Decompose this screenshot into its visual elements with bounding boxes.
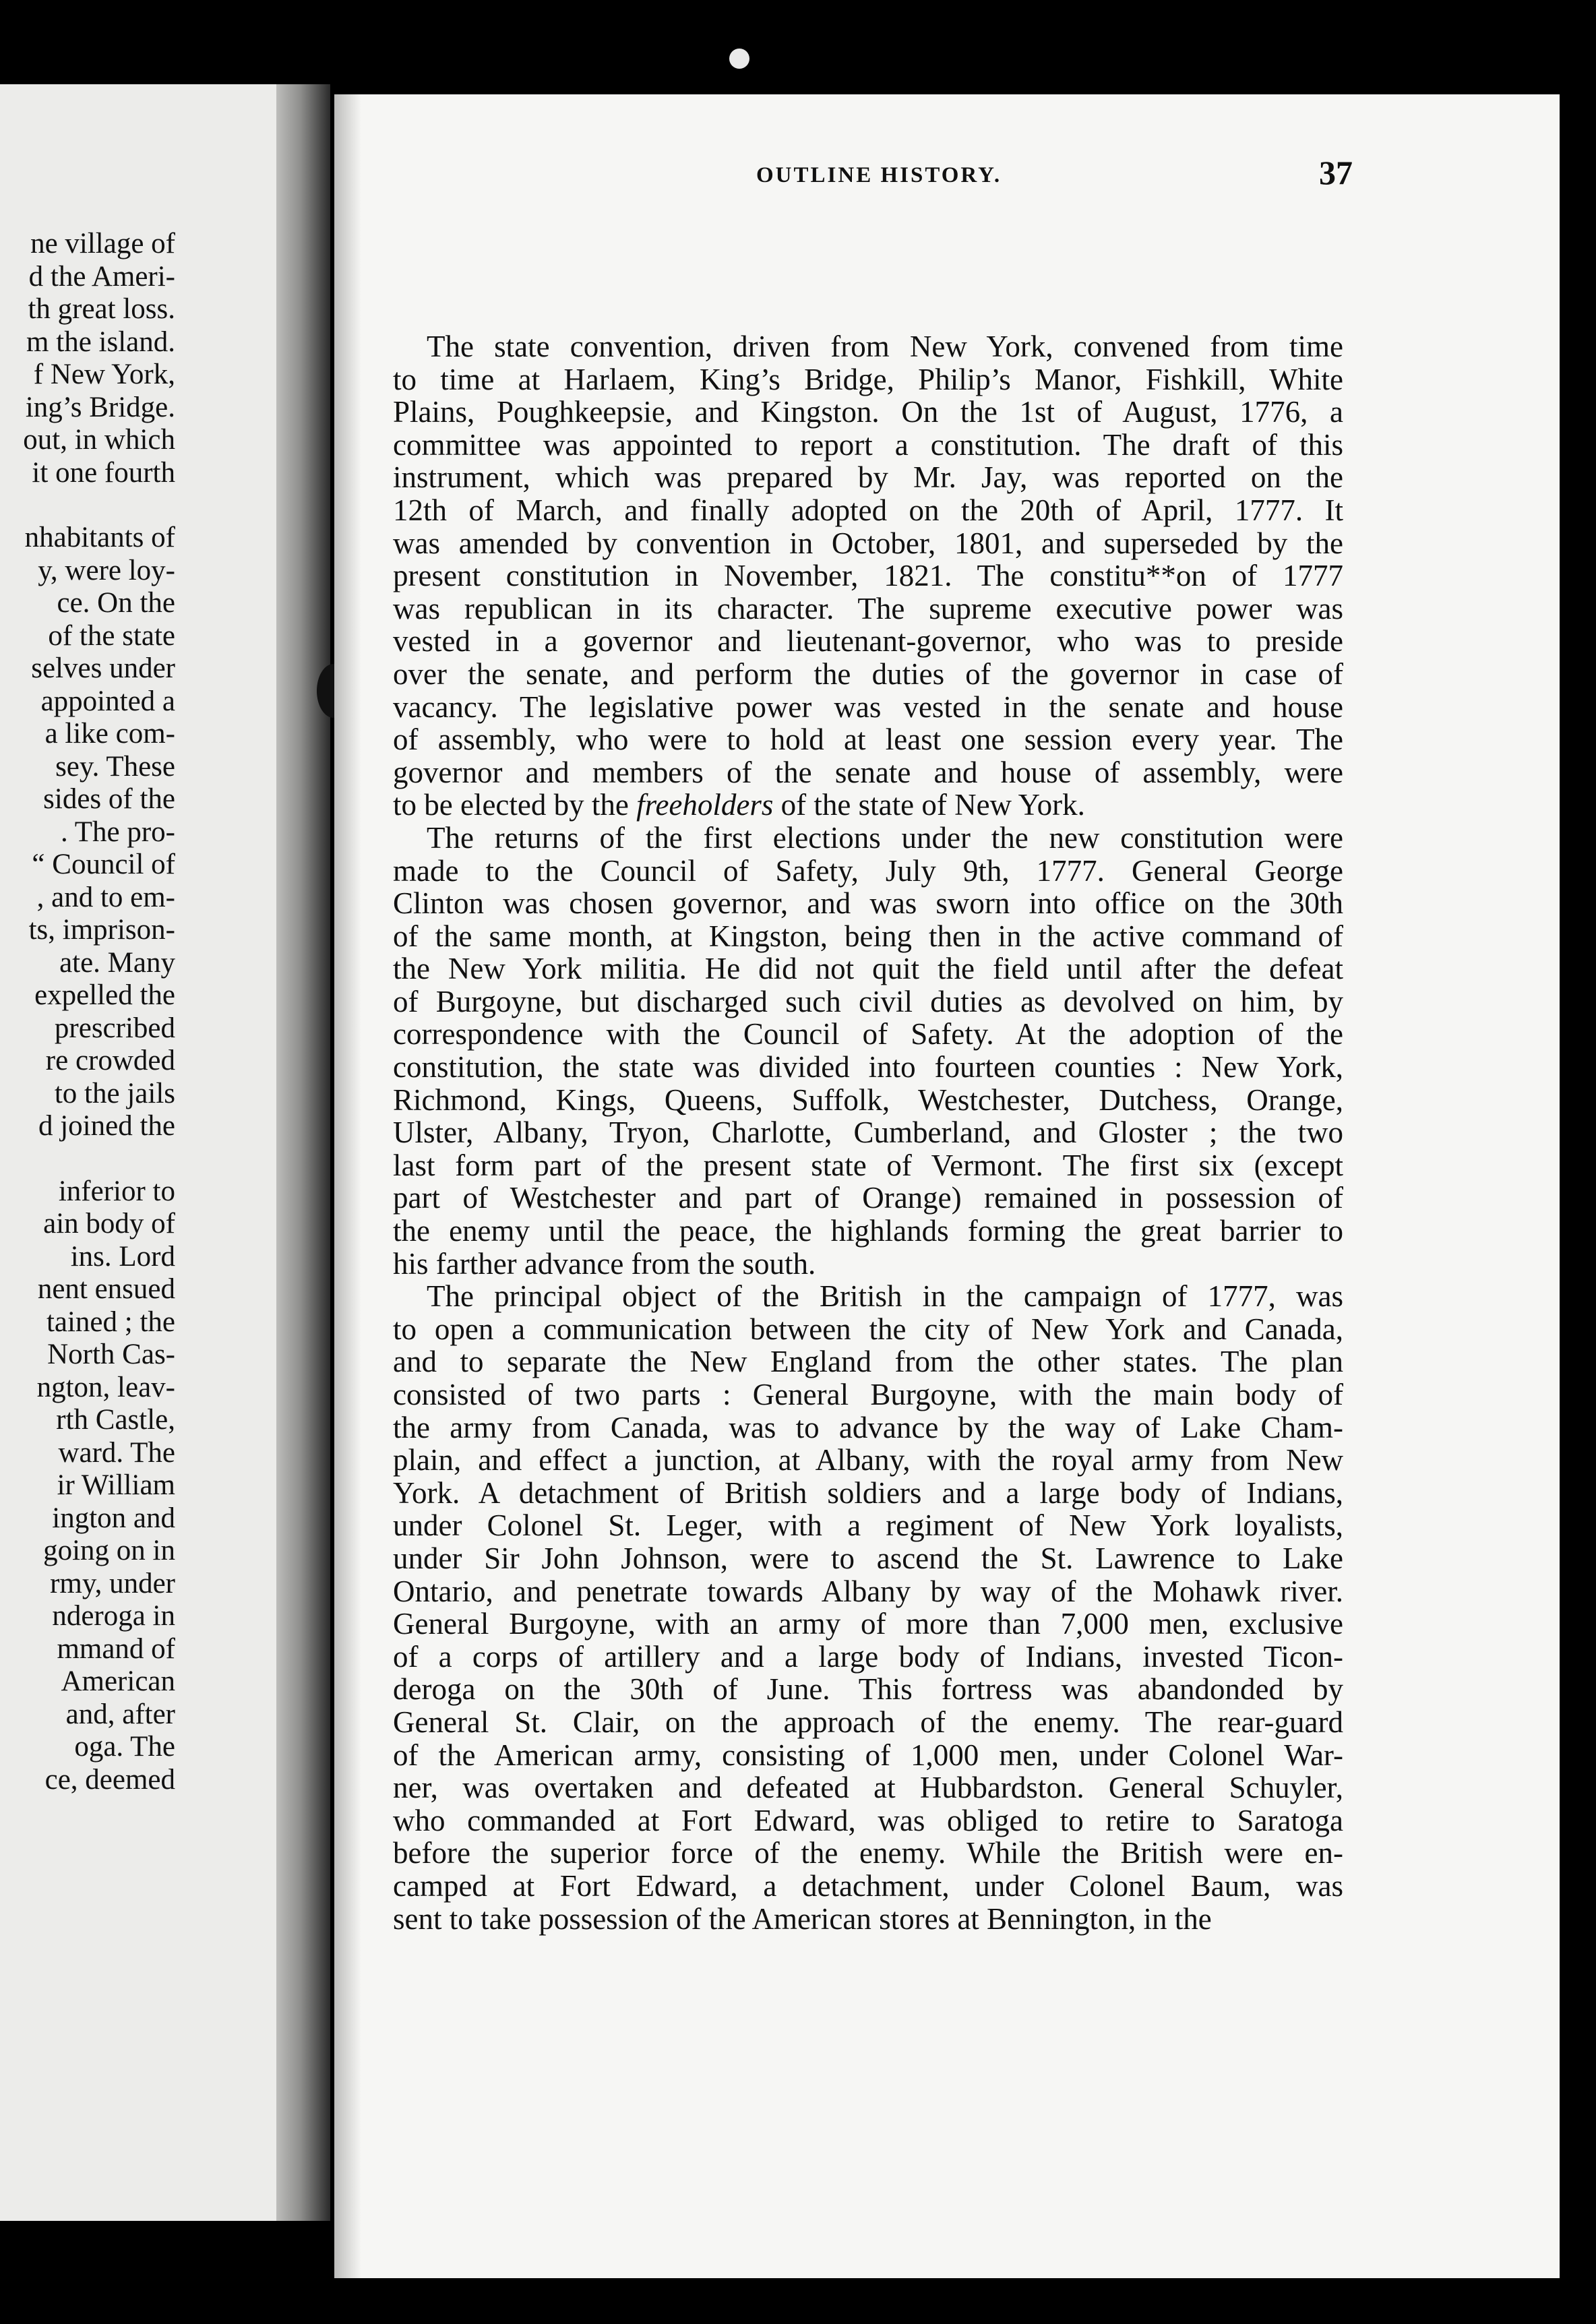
facing-page-line: mmand of bbox=[57, 1632, 175, 1665]
facing-page-line: sey. These bbox=[55, 750, 175, 783]
text-line: plain, and effect a junction, at Albany, with the royal army from New bbox=[393, 1443, 1343, 1477]
text-line: before the superior force of the enemy. While the British were en- bbox=[393, 1836, 1343, 1870]
facing-page-line: re crowded bbox=[45, 1045, 175, 1076]
facing-page-line: to the jails bbox=[54, 1077, 175, 1109]
facing-page-line: sides of the bbox=[43, 783, 175, 815]
facing-page-line: nderoga in bbox=[52, 1600, 175, 1632]
facing-page-line: North Cas- bbox=[47, 1339, 175, 1370]
text-line: The state convention, driven from New York, convened from time bbox=[427, 330, 1343, 363]
facing-page-line: d joined the bbox=[38, 1110, 175, 1142]
text-line: General St. Clair, on the approach of the enemy. The rear-guard bbox=[393, 1705, 1343, 1739]
text-line: to time at Harlaem, King’s Bridge, Philip’s Manor, Fishkill, White bbox=[393, 362, 1343, 396]
facing-page-line: oga. The bbox=[74, 1731, 175, 1763]
facing-page-line: ne village of bbox=[30, 228, 175, 259]
facing-page-line: ce. On the bbox=[57, 587, 175, 619]
facing-page-line: nhabitants of bbox=[24, 522, 175, 553]
facing-page-line: y, were loy- bbox=[38, 554, 175, 586]
facing-page-line: ins. Lord bbox=[70, 1240, 175, 1273]
text-line: to open a communication between the city of New York and Canada, bbox=[393, 1312, 1343, 1346]
text-line: under Colonel St. Leger, with a regiment of New York loyalists, bbox=[393, 1508, 1343, 1543]
facing-page-line: American bbox=[61, 1665, 175, 1697]
facing-page-line: ington and bbox=[52, 1502, 175, 1534]
text-line: Clinton was chosen governor, and was sworn into office on the 30th bbox=[393, 886, 1343, 921]
facing-page-line bbox=[0, 1143, 276, 1175]
facing-page-line: m the island. bbox=[26, 326, 175, 358]
facing-page-line: th great loss. bbox=[28, 293, 175, 325]
facing-page-line: inferior to bbox=[58, 1175, 175, 1207]
text-line: last form part of the present state of Vermont. The first six (except bbox=[393, 1148, 1343, 1182]
facing-page-line: and, after bbox=[65, 1698, 175, 1730]
facing-page-line: , and to em- bbox=[36, 881, 175, 913]
facing-page-line: rmy, under bbox=[50, 1567, 175, 1599]
text-line: instrument, which was prepared by Mr. Jay, was reported on the bbox=[393, 460, 1343, 495]
text-line: The principal object of the British in the campaign of 1777, was bbox=[427, 1279, 1343, 1314]
facing-page-line: ir William bbox=[57, 1469, 175, 1501]
text-line: over the senate, and perform the duties of the governor in case of bbox=[393, 656, 1343, 691]
text-line: Ontario, and penetrate towards Albany by way of the Mohawk river. bbox=[393, 1574, 1343, 1608]
top-ornament bbox=[729, 49, 749, 69]
facing-page-line: a like com- bbox=[44, 718, 175, 750]
text-line: governor and members of the senate and house of assembly, were bbox=[393, 755, 1343, 789]
facing-page-text bbox=[0, 228, 276, 1796]
facing-page-line: ain body of bbox=[43, 1208, 175, 1240]
text-line: made to the Council of Safety, July 9th, 1777. General George bbox=[393, 853, 1343, 888]
text-line: committee was appointed to report a constitution. The draft of this bbox=[393, 427, 1343, 462]
text-line: the army from Canada, was to advance by the way of Lake Cham- bbox=[393, 1410, 1343, 1444]
page-number: 37 bbox=[1319, 154, 1353, 191]
text-line: of Burgoyne, but discharged such civil duties as devolved on him, by bbox=[393, 984, 1343, 1018]
facing-page-line: “ Council of bbox=[32, 849, 175, 880]
facing-page-line: ngton, leav- bbox=[36, 1371, 175, 1403]
text-line: of the same month, at Kingston, being then in the active command of bbox=[393, 919, 1343, 953]
text-line: The returns of the first elections under the new constitution were bbox=[427, 820, 1343, 855]
running-head-title: OUTLINE HISTORY. bbox=[756, 163, 1002, 187]
facing-page-line bbox=[0, 489, 276, 522]
text-line: camped at Fort Edward, a detachment, under Colonel Baum, was bbox=[393, 1868, 1343, 1903]
text-line: present constitution in November, 1821. The constitu**on of 1777 bbox=[393, 559, 1343, 593]
facing-page-line: ing’s Bridge. bbox=[25, 391, 175, 423]
text-line: of a corps of artillery and a large body of Indians, invested Ticon- bbox=[393, 1639, 1343, 1674]
text-line: vested in a governor and lieutenant-governor, who was to preside bbox=[393, 624, 1343, 659]
facing-page-line: rth Castle, bbox=[56, 1404, 175, 1436]
text-line: was amended by convention in October, 1801, and superseded by the bbox=[393, 526, 1343, 560]
facing-page-line: f New York, bbox=[33, 359, 175, 390]
text-line: to be elected by the freeholders of the state of New York. bbox=[393, 788, 1085, 822]
facing-page-line: going on in bbox=[43, 1535, 175, 1566]
text-line: ner, was overtaken and defeated at Hubbardston. General Schuyler, bbox=[393, 1771, 1343, 1805]
facing-page-line: it one fourth bbox=[32, 456, 175, 489]
facing-page-line: ward. The bbox=[58, 1436, 175, 1469]
text-line: the New York militia. He did not quit the field until after the defeat bbox=[393, 952, 1343, 986]
text-line: deroga on the 30th of June. This fortress was abandonded by bbox=[393, 1672, 1343, 1707]
text-line: constitution, the state was divided into fourteen counties : New York, bbox=[393, 1050, 1343, 1084]
text-line: Ulster, Albany, Tryon, Charlotte, Cumberland, and Gloster ; the two bbox=[393, 1115, 1343, 1150]
text-line: Richmond, Kings, Queens, Suffolk, Westchester, Dutchess, Orange, bbox=[393, 1082, 1343, 1117]
text-line: 12th of March, and finally adopted on the 20th of April, 1777. It bbox=[393, 493, 1343, 527]
text-line: General Burgoyne, with an army of more than 7,000 men, exclusive bbox=[393, 1607, 1343, 1641]
facing-page-line: of the state bbox=[48, 619, 175, 652]
facing-page-line: out, in which bbox=[23, 424, 175, 456]
facing-page-line: prescribed bbox=[54, 1012, 175, 1044]
emphasis: freeholders bbox=[636, 788, 774, 822]
text-line: vacancy. The legislative power was vested in the senate and house bbox=[393, 690, 1343, 724]
text-line: of assembly, who were to hold at least one session every year. The bbox=[393, 723, 1343, 757]
text-line: and to separate the New England from the other states. The plan bbox=[393, 1345, 1343, 1379]
page-edge-shadow bbox=[334, 94, 361, 2278]
facing-page-line: tained ; the bbox=[46, 1306, 175, 1338]
facing-page-line: ate. Many bbox=[59, 946, 175, 979]
text-line: was republican in its character. The supreme executive power was bbox=[393, 591, 1343, 625]
book-gutter bbox=[276, 84, 330, 2221]
text-line: part of Westchester and part of Orange) remained in possession of bbox=[393, 1181, 1343, 1215]
body-text bbox=[393, 330, 1343, 1935]
facing-page-line: selves under bbox=[31, 652, 175, 684]
text-line: Plains, Poughkeepsie, and Kingston. On the 1st of August, 1776, a bbox=[393, 395, 1343, 429]
facing-page-line: nent ensued bbox=[37, 1273, 175, 1305]
text-line: his farther advance from the south. bbox=[393, 1246, 816, 1281]
text-line: who commanded at Fort Edward, was obliged to retire to Saratoga bbox=[393, 1803, 1343, 1837]
text-line: under Sir John Johnson, were to ascend the St. Lawrence to Lake bbox=[393, 1541, 1343, 1575]
facing-page-line: appointed a bbox=[40, 685, 175, 717]
facing-page-line: ce, deemed bbox=[44, 1763, 175, 1796]
text-line: sent to take possession of the American stores at Bennington, in the bbox=[393, 1901, 1212, 1936]
facing-page-line: ts, imprison- bbox=[28, 914, 175, 946]
text-line: consisted of two parts : General Burgoyne, with the main body of bbox=[393, 1378, 1343, 1411]
text-line: the enemy until the peace, the highlands forming the great barrier to bbox=[393, 1214, 1343, 1248]
text-line: York. A detachment of British soldiers and a large body of Indians, bbox=[393, 1475, 1343, 1510]
facing-page-line: expelled the bbox=[34, 979, 175, 1011]
text-line: correspondence with the Council of Safety. At the adoption of the bbox=[393, 1017, 1343, 1051]
facing-page-line: . The pro- bbox=[61, 816, 175, 848]
text-line: of the American army, consisting of 1,000 men, under Colonel War- bbox=[393, 1738, 1343, 1772]
facing-page-line: d the Ameri- bbox=[28, 260, 175, 293]
